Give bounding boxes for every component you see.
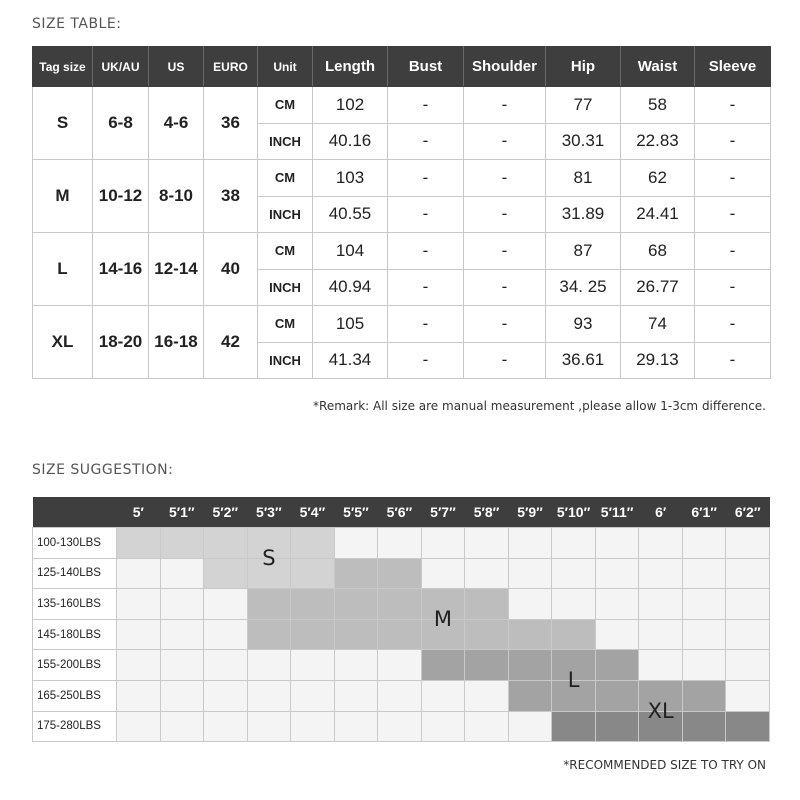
cell-size: M: [33, 160, 93, 233]
grid-cell: [552, 619, 596, 650]
weight-label: 155-200LBS: [33, 650, 117, 681]
weight-row: [33, 558, 770, 589]
grid-cell: [421, 711, 465, 742]
weight-row: [33, 711, 770, 742]
grid-cell: [726, 589, 770, 620]
height-header: 5′1″: [160, 497, 204, 528]
recommended-note: *RECOMMENDED SIZE TO TRY ON: [563, 758, 766, 772]
cell-sleeve: -: [695, 342, 771, 379]
cell-sleeve: -: [695, 160, 771, 197]
header-uk-au: UK/AU: [93, 47, 149, 87]
cell-uk: 6-8: [93, 87, 149, 160]
height-header: 6′1″: [682, 497, 726, 528]
grid-cell: [204, 711, 248, 742]
grid-cell: [117, 619, 161, 650]
grid-cell: [378, 680, 422, 711]
grid-cell: [378, 589, 422, 620]
header-tag-size: Tag size: [33, 47, 93, 87]
cell-bust: -: [388, 196, 464, 233]
grid-cell: [291, 619, 335, 650]
cell-bust: -: [388, 306, 464, 343]
cell-us: 12-14: [149, 233, 204, 306]
weight-label: 175-280LBS: [33, 711, 117, 742]
grid-cell: [552, 528, 596, 559]
weight-label: 135-160LBS: [33, 589, 117, 620]
weight-row: [33, 589, 770, 620]
cell-unit: INCH: [258, 196, 313, 233]
grid-cell: [595, 528, 639, 559]
grid-cell: [334, 711, 378, 742]
height-header: 5′4″: [291, 497, 335, 528]
grid-cell: [465, 589, 509, 620]
grid-cell: [508, 558, 552, 589]
grid-cell: [291, 528, 335, 559]
cell-unit: INCH: [258, 123, 313, 160]
grid-cell: [465, 558, 509, 589]
header-sleeve: Sleeve: [695, 47, 771, 87]
grid-cell: [639, 589, 683, 620]
cell-bust: -: [388, 123, 464, 160]
grid-cell: [160, 680, 204, 711]
cell-waist: 29.13: [621, 342, 695, 379]
cell-hip: 77: [546, 87, 621, 124]
grid-cell: [204, 589, 248, 620]
weight-label: 145-180LBS: [33, 619, 117, 650]
grid-cell: [639, 528, 683, 559]
grid-cell: [595, 619, 639, 650]
grid-cell: [465, 650, 509, 681]
grid-cell: [595, 589, 639, 620]
grid-cell: [552, 558, 596, 589]
grid-cell: [334, 619, 378, 650]
height-header-row: [33, 497, 770, 528]
grid-cell: [160, 528, 204, 559]
cell-sleeve: -: [695, 123, 771, 160]
cell-shoulder: -: [464, 306, 546, 343]
cell-waist: 22.83: [621, 123, 695, 160]
grid-cell: [334, 528, 378, 559]
zone-label-s: S: [262, 546, 276, 571]
grid-cell: [334, 650, 378, 681]
cell-length: 102: [313, 87, 388, 124]
grid-cell: [726, 711, 770, 742]
grid-cell: [682, 650, 726, 681]
grid-cell: [682, 711, 726, 742]
grid-cell: [421, 528, 465, 559]
grid-cell: [595, 711, 639, 742]
grid-cell: [682, 680, 726, 711]
grid-cell: [160, 589, 204, 620]
grid-cell: [247, 680, 291, 711]
corner-header: [33, 497, 117, 528]
grid-cell: [508, 589, 552, 620]
grid-cell: [682, 589, 726, 620]
grid-cell: [682, 558, 726, 589]
header-length: Length: [313, 47, 388, 87]
grid-cell: [639, 680, 683, 711]
cell-shoulder: -: [464, 233, 546, 270]
cell-hip: 34. 25: [546, 269, 621, 306]
cell-unit: INCH: [258, 269, 313, 306]
size-row-m-cm: [33, 160, 771, 197]
grid-cell: [291, 558, 335, 589]
height-header: 5′5″: [334, 497, 378, 528]
grid-cell: [247, 528, 291, 559]
grid-cell: [204, 619, 248, 650]
size-table-header-row: [33, 47, 771, 87]
cell-euro: 38: [204, 160, 258, 233]
grid-cell: [726, 528, 770, 559]
cell-euro: 42: [204, 306, 258, 379]
grid-cell: [247, 558, 291, 589]
header-euro: EURO: [204, 47, 258, 87]
grid-cell: [378, 558, 422, 589]
grid-cell: [247, 589, 291, 620]
grid-cell: [160, 619, 204, 650]
grid-cell: [291, 650, 335, 681]
cell-unit: CM: [258, 233, 313, 270]
size-table-title: SIZE TABLE:: [32, 16, 122, 32]
cell-sleeve: -: [695, 87, 771, 124]
grid-cell: [465, 680, 509, 711]
grid-cell: [595, 650, 639, 681]
zone-label-m: M: [433, 607, 453, 632]
cell-waist: 62: [621, 160, 695, 197]
grid-cell: [117, 711, 161, 742]
cell-bust: -: [388, 269, 464, 306]
grid-cell: [726, 680, 770, 711]
grid-cell: [726, 558, 770, 589]
grid-cell: [117, 680, 161, 711]
header-waist: Waist: [621, 47, 695, 87]
grid-cell: [204, 650, 248, 681]
grid-cell: [291, 680, 335, 711]
cell-bust: -: [388, 87, 464, 124]
grid-cell: [247, 650, 291, 681]
grid-cell: [334, 589, 378, 620]
cell-size: XL: [33, 306, 93, 379]
size-row-l-cm: [33, 233, 771, 270]
cell-length: 105: [313, 306, 388, 343]
grid-cell: [291, 589, 335, 620]
grid-cell: [595, 680, 639, 711]
grid-cell: [552, 711, 596, 742]
grid-cell: [552, 680, 596, 711]
cell-unit: CM: [258, 160, 313, 197]
grid-cell: [421, 558, 465, 589]
height-header: 5′10″: [552, 497, 596, 528]
cell-hip: 36.61: [546, 342, 621, 379]
height-header: 6′: [639, 497, 683, 528]
weight-row: [33, 619, 770, 650]
grid-cell: [639, 650, 683, 681]
grid-cell: [639, 558, 683, 589]
height-header: 5′2″: [204, 497, 248, 528]
grid-cell: [204, 558, 248, 589]
grid-cell: [465, 711, 509, 742]
grid-cell: [552, 650, 596, 681]
size-row-s-cm: [33, 87, 771, 124]
grid-cell: [465, 619, 509, 650]
cell-euro: 40: [204, 233, 258, 306]
grid-cell: [160, 650, 204, 681]
grid-cell: [204, 528, 248, 559]
weight-row: [33, 680, 770, 711]
cell-sleeve: -: [695, 269, 771, 306]
weight-label: 100-130LBS: [33, 528, 117, 559]
grid-cell: [117, 528, 161, 559]
grid-cell: [334, 558, 378, 589]
cell-hip: 31.89: [546, 196, 621, 233]
size-row-xl-cm: [33, 306, 771, 343]
cell-hip: 30.31: [546, 123, 621, 160]
cell-sleeve: -: [695, 196, 771, 233]
grid-cell: [117, 558, 161, 589]
grid-cell: [160, 711, 204, 742]
weight-label: 165-250LBS: [33, 680, 117, 711]
grid-cell: [552, 589, 596, 620]
grid-cell: [508, 680, 552, 711]
cell-shoulder: -: [464, 269, 546, 306]
grid-cell: [465, 528, 509, 559]
grid-cell: [508, 650, 552, 681]
grid-cell: [595, 558, 639, 589]
height-header: 5′7″: [421, 497, 465, 528]
grid-cell: [378, 528, 422, 559]
cell-shoulder: -: [464, 87, 546, 124]
grid-cell: [508, 619, 552, 650]
cell-length: 40.16: [313, 123, 388, 160]
cell-us: 16-18: [149, 306, 204, 379]
cell-us: 8-10: [149, 160, 204, 233]
cell-uk: 10-12: [93, 160, 149, 233]
zone-label-l: L: [567, 668, 580, 693]
cell-hip: 81: [546, 160, 621, 197]
header-unit: Unit: [258, 47, 313, 87]
grid-cell: [378, 619, 422, 650]
height-header: 5′: [117, 497, 161, 528]
cell-bust: -: [388, 233, 464, 270]
cell-size: L: [33, 233, 93, 306]
cell-unit: CM: [258, 306, 313, 343]
cell-sleeve: -: [695, 306, 771, 343]
cell-waist: 26.77: [621, 269, 695, 306]
size-suggestion-title: SIZE SUGGESTION:: [32, 462, 174, 478]
grid-cell: [204, 680, 248, 711]
grid-cell: [378, 650, 422, 681]
grid-cell: [247, 711, 291, 742]
cell-waist: 68: [621, 233, 695, 270]
cell-sleeve: -: [695, 233, 771, 270]
grid-cell: [682, 528, 726, 559]
weight-row: [33, 528, 770, 559]
size-table: [32, 46, 771, 379]
cell-length: 40.94: [313, 269, 388, 306]
cell-size: S: [33, 87, 93, 160]
grid-cell: [682, 619, 726, 650]
grid-cell: [421, 619, 465, 650]
weight-label: 125-140LBS: [33, 558, 117, 589]
height-header: 5′3″: [247, 497, 291, 528]
grid-cell: [639, 619, 683, 650]
grid-cell: [378, 711, 422, 742]
zone-label-xl: XL: [647, 699, 674, 724]
grid-cell: [334, 680, 378, 711]
cell-length: 41.34: [313, 342, 388, 379]
remark-note: *Remark: All size are manual measurement ,please allow 1-3cm difference.: [313, 399, 766, 413]
height-header: 5′6″: [378, 497, 422, 528]
height-header: 5′9″: [508, 497, 552, 528]
cell-length: 40.55: [313, 196, 388, 233]
cell-hip: 93: [546, 306, 621, 343]
cell-shoulder: -: [464, 160, 546, 197]
grid-cell: [726, 619, 770, 650]
header-bust: Bust: [388, 47, 464, 87]
grid-cell: [160, 558, 204, 589]
height-header: 5′11″: [595, 497, 639, 528]
header-us: US: [149, 47, 204, 87]
cell-us: 4-6: [149, 87, 204, 160]
cell-unit: INCH: [258, 342, 313, 379]
grid-cell: [639, 711, 683, 742]
cell-uk: 14-16: [93, 233, 149, 306]
grid-cell: [726, 650, 770, 681]
cell-bust: -: [388, 160, 464, 197]
grid-cell: [291, 711, 335, 742]
cell-length: 103: [313, 160, 388, 197]
grid-cell: [117, 650, 161, 681]
grid-cell: [421, 680, 465, 711]
grid-cell: [508, 711, 552, 742]
grid-cell: [508, 528, 552, 559]
cell-euro: 36: [204, 87, 258, 160]
size-suggestion-grid: [32, 497, 770, 742]
header-hip: Hip: [546, 47, 621, 87]
cell-waist: 74: [621, 306, 695, 343]
height-header: 6′2″: [726, 497, 770, 528]
cell-unit: CM: [258, 87, 313, 124]
cell-uk: 18-20: [93, 306, 149, 379]
cell-waist: 24.41: [621, 196, 695, 233]
cell-bust: -: [388, 342, 464, 379]
height-header: 5′8″: [465, 497, 509, 528]
weight-row: [33, 650, 770, 681]
cell-shoulder: -: [464, 342, 546, 379]
grid-cell: [421, 650, 465, 681]
cell-shoulder: -: [464, 123, 546, 160]
grid-cell: [421, 589, 465, 620]
cell-hip: 87: [546, 233, 621, 270]
grid-cell: [117, 589, 161, 620]
cell-length: 104: [313, 233, 388, 270]
header-shoulder: Shoulder: [464, 47, 546, 87]
cell-waist: 58: [621, 87, 695, 124]
cell-shoulder: -: [464, 196, 546, 233]
grid-cell: [247, 619, 291, 650]
